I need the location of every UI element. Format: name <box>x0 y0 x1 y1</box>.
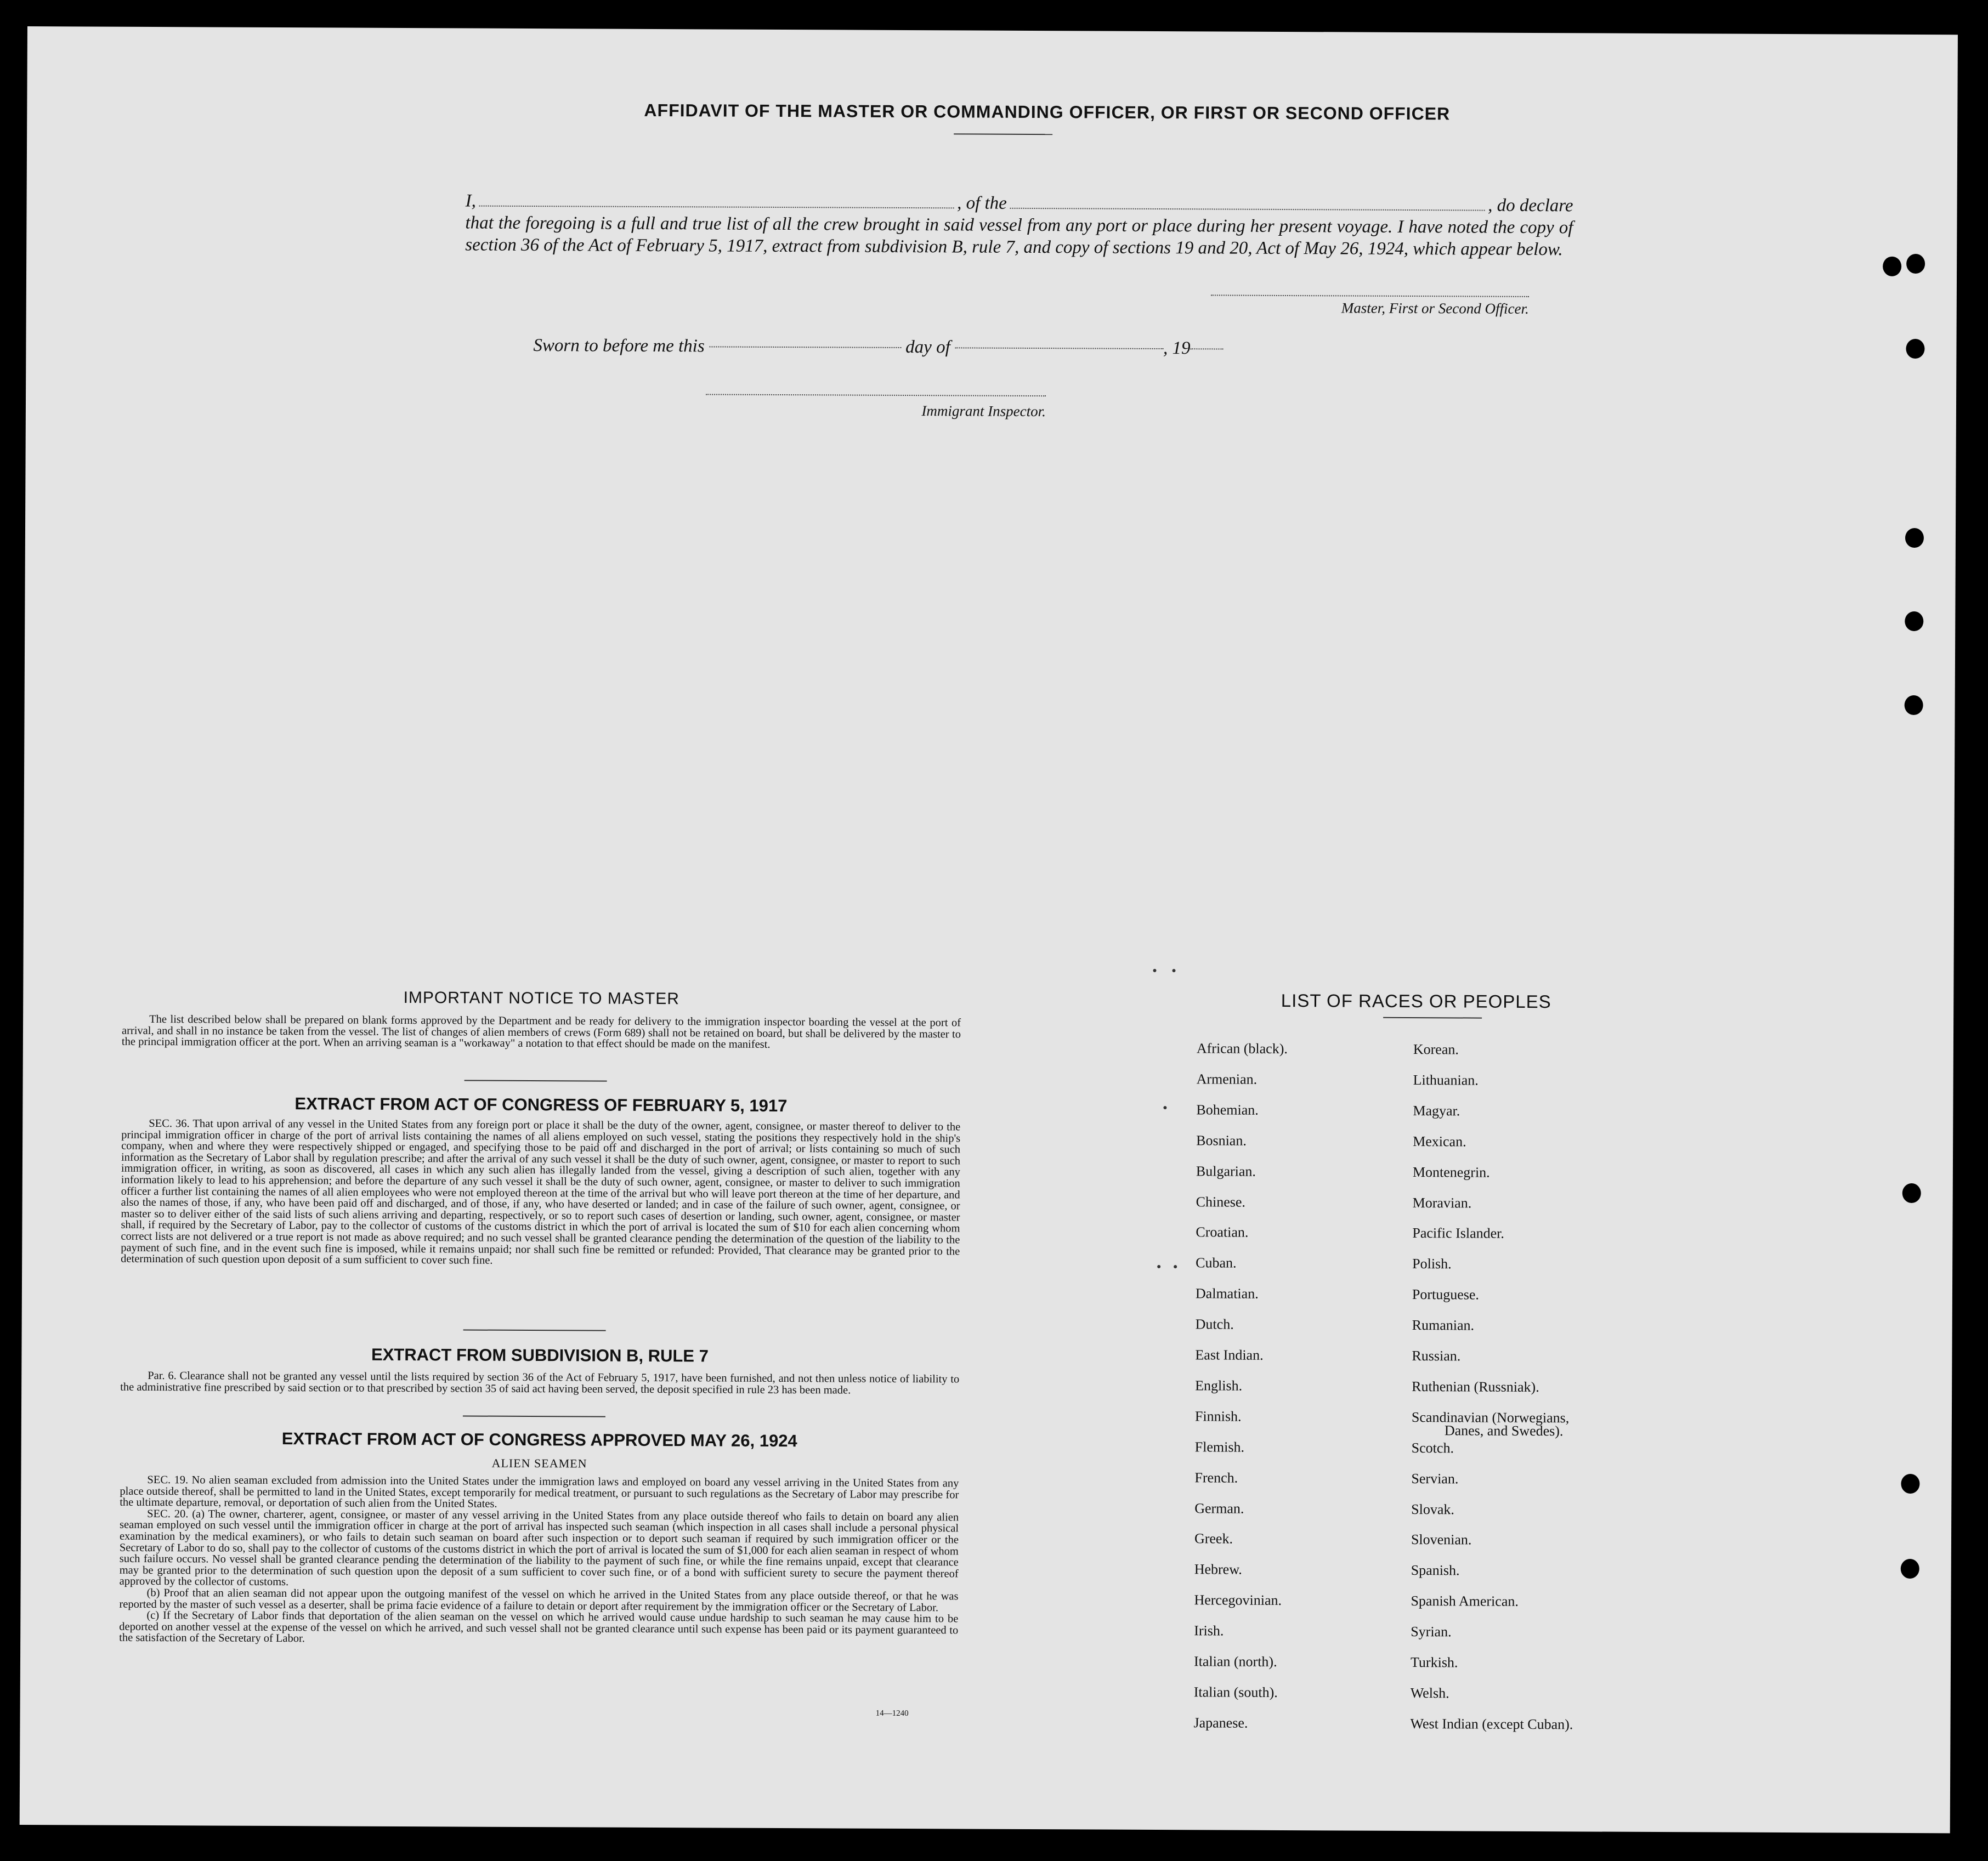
race-item: Finnish. <box>1194 1408 1242 1425</box>
race-item-continuation: Danes, and Swedes). <box>1444 1422 1564 1439</box>
race-item: Cuban. <box>1196 1255 1237 1271</box>
race-item: Italian (north). <box>1193 1653 1277 1670</box>
binder-hole <box>1902 1183 1921 1203</box>
sworn-month-line <box>955 347 1163 349</box>
race-item: Servian. <box>1411 1470 1459 1487</box>
race-item: African (black). <box>1196 1040 1288 1057</box>
notice-text <box>122 1014 961 1051</box>
speck <box>1153 969 1156 972</box>
extract-1924-text <box>119 1474 959 1648</box>
form-number: 14—1240 <box>875 1709 909 1718</box>
race-item: Spanish American. <box>1411 1593 1519 1610</box>
race-item: Scandinavian (Norwegians, <box>1411 1409 1570 1426</box>
declaration-body: that the foregoing is a full and true list of all the crew brought in said vessel from any port or place during her present voyage. I have noted the copy of section 36 of the Act of February 5, 1917, extract from subdivision B, rule 7, and copy of sections 19 and 20, Act of May 26, 1924, which appear below. <box>465 213 1573 260</box>
race-item: Flemish. <box>1194 1439 1245 1455</box>
section-36-paragraph: SEC. 36. That upon arrival of any vessel in the United States from any foreign port or place it shall be the duty of the owner, agent, consignee, or master thereof to deliver to the principal immigration officer in charge of the port of arrival lists containing the names of all aliens employed on such vessel, stating the positions they respectively hold in the ship's company, when and where they were respectively shipped or engaged, and specifying those to be paid off and discharged in the port of arrival; or lists containing so much of such information as the Secretary of Labor shall by regulation prescribe; and after the arrival of any such vessel it shall be the duty of such owner, agent, consignee, or master to report to such immigration officer, in writing, as soon as discovered, all cases in which any such alien has illegally landed from the vessel, giving a description of such alien, together with any information likely to lead to his apprehension; and before the departure of any such vessel it shall be the duty of such owner, agent, consignee, or master to deliver to such immigration officer a further list containing the names of all alien employees who were not employed thereon at the time of the arrival but who will leave port thereon at the time of her departure, and also the names of those, if any, who have been paid off and discharged, and of those, if any, who have deserted or landed; and in case of the failure of such owner, agent, consignee, or master so to deliver either of the said lists of such aliens arriving and departing, respectively, or so to report such cases of desertion or landing, such owner, agent, consignee, or master shall, if required by the Secretary of Labor, pay to the collector of customs of the customs district in which the port of arrival is located the sum of $10 for each alien concerning whom correct lists are not delivered or a true report is not made as above required; and no such vessel shall be granted clearance pending the determination of the question of the liability to the payment of such fine, and in the event such fine is imposed, while it remains unpaid; nor shall such fine be remitted or refunded: Provided, That clearance may be granted prior to the determination of such question upon deposit of a sum sufficient to cover such fine. <box>121 1117 961 1267</box>
race-item: German. <box>1194 1500 1244 1517</box>
extract-1917-title: EXTRACT FROM ACT OF CONGRESS OF FEBRUARY 5, 1917 <box>294 1094 788 1116</box>
declarant-name-line <box>479 206 954 209</box>
section-20a-paragraph: SEC. 20. (a) The owner, charterer, agent, consignee, or master of any vessel arriving in the United States from any place outside thereof who fails to detain on board any alien seaman employed on such vessel until the immigration officer in charge at the port of arrival has inspected such seaman (which inspection in all cases shall include a personal physical examination by the medical examiners), or who fails to detain such seaman on board after such inspection or to deport such seaman if required by such immigration officer or the Secretary of Labor to do so, shall pay to the collector of customs of the customs district in which the port of arrival is located the sum of $1,000 for each alien seaman in respect of whom such failure occurs. No vessel shall be granted clearance pending the determination of the liability to the payment of such fine, or while the fine remains unpaid, except that clearance may be granted prior to the determination of such question upon the deposit of a sum sufficient to cover such fine, or of a bond with sufficient surety to secure the payment thereof approved by the collector of customs. <box>119 1507 959 1588</box>
affidavit-title: AFFIDAVIT OF THE MASTER OR COMMANDING OFFICER, OR FIRST OR SECOND OFFICER <box>644 100 1451 124</box>
sworn-day-line <box>709 346 901 348</box>
race-item: Dalmatian. <box>1195 1285 1259 1302</box>
race-item: Russian. <box>1412 1348 1461 1364</box>
section-20b-paragraph: (b) Proof that an alien seaman did not appear upon the outgoing manifest of the vessel on which he arrived in the United States from any place outside thereof, or that he was reported by the master of such vessel as a deserter, shall be prima facie evidence of a failure to detain or deport after requirement by the immigration officer or the Secretary of Labor. <box>119 1586 959 1614</box>
binder-hole <box>1883 257 1901 276</box>
extract-1917-divider <box>463 1329 606 1331</box>
speck <box>1172 969 1175 972</box>
race-item: Montenegrin. <box>1412 1164 1490 1181</box>
race-item: Slovenian. <box>1411 1531 1472 1548</box>
master-signature-label: Master, First or Second Officer. <box>1341 299 1529 317</box>
extract-rule7-title: EXTRACT FROM SUBDIVISION B, RULE 7 <box>371 1344 709 1366</box>
binder-hole <box>1901 1559 1919 1579</box>
race-item: French. <box>1194 1469 1238 1486</box>
master-signature-block <box>1211 294 1529 317</box>
race-item: Moravian. <box>1412 1194 1472 1211</box>
race-item: Magyar. <box>1413 1102 1460 1119</box>
extract-1924-title: EXTRACT FROM ACT OF CONGRESS APPROVED MAY 26, 1924 <box>281 1429 797 1451</box>
paragraph-6: Par. 6. Clearance shall not be granted any vessel until the lists required by section 36 of the Act of February 5, 1917, have been furnished, and not then unless notice of liability to the administrative fine prescribed by said section or to that prescribed by section 35 of said act having been served, the deposit specified in rule 23 has been made. <box>120 1369 960 1397</box>
races-left-column <box>1193 1040 1416 1754</box>
vessel-name-line <box>1010 208 1485 211</box>
notice-divider <box>465 1080 607 1081</box>
sworn-prefix: Sworn to before me this <box>533 336 705 356</box>
inspector-signature-label: Immigrant Inspector. <box>921 402 1046 420</box>
sworn-year-line <box>1191 348 1224 349</box>
binder-hole <box>1905 695 1923 715</box>
race-item: Rumanian. <box>1412 1317 1475 1334</box>
race-item: Spanish. <box>1411 1562 1460 1579</box>
race-item: Slovak. <box>1411 1501 1455 1517</box>
race-item: Dutch. <box>1195 1316 1234 1332</box>
race-item: Hercegovinian. <box>1194 1592 1282 1609</box>
race-item: Pacific Islander. <box>1412 1225 1504 1242</box>
extract-rule7-text <box>120 1370 959 1397</box>
extract-1917-text <box>121 1118 960 1268</box>
notice-paragraph: The list described below shall be prepared on blank forms approved by the Department and be ready for delivery to the immigration inspector boarding the vessel at the port of arrival, and shall in no instance be taken from the vessel. The list of changes of alien members of crews (Form 689) shall not be retained on board, but shall be delivered by the master to the principal immigration officer at the port. When an arriving seaman is a "workaway" a notation to that effect should be made on the manifest. <box>121 1013 961 1051</box>
race-item: Chinese. <box>1196 1193 1245 1210</box>
race-item: Bosnian. <box>1196 1132 1247 1149</box>
race-item: Polish. <box>1412 1256 1452 1272</box>
binder-hole <box>1906 254 1925 274</box>
declarant-do-declare: , do declare <box>1488 195 1573 216</box>
race-item: Hebrew. <box>1194 1561 1242 1578</box>
binder-hole <box>1906 339 1924 359</box>
declarant-prefix: I, <box>465 191 476 211</box>
notice-title: IMPORTANT NOTICE TO MASTER <box>403 989 679 1008</box>
races-right-column <box>1410 1041 1698 1755</box>
inspector-signature-line <box>706 394 1046 396</box>
declarant-of-the: , of the <box>957 193 1007 213</box>
race-item: Ruthenian (Russniak). <box>1412 1378 1539 1395</box>
race-item: Greek. <box>1194 1530 1233 1547</box>
sworn-year-prefix: , 19 <box>1163 338 1191 359</box>
binder-hole <box>1901 1474 1919 1494</box>
race-item: Syrian. <box>1411 1624 1452 1640</box>
race-item: Japanese. <box>1193 1715 1248 1731</box>
race-item: Korean. <box>1413 1041 1459 1058</box>
speck <box>1157 1265 1160 1268</box>
race-item: East Indian. <box>1195 1347 1264 1363</box>
race-item: Mexican. <box>1413 1133 1466 1150</box>
extract-rule7-divider <box>463 1415 605 1417</box>
section-20c-paragraph: (c) If the Secretary of Labor finds that deportation of the alien seaman on the vessel on which he arrived would cause undue hardship to such seaman he may cause him to be deported on another vessel at the expense of the vessel on which he arrived, and such vessel shall not be granted clearance until such expense has been paid or its payment guaranteed to the satisfaction of the Secretary of Labor. <box>119 1609 959 1645</box>
races-title-underline <box>1383 1017 1482 1019</box>
master-signature-line <box>1211 294 1529 297</box>
speck <box>1163 1106 1166 1109</box>
race-item: English. <box>1195 1377 1243 1394</box>
document-page <box>20 26 1958 1833</box>
race-item: Turkish. <box>1410 1654 1458 1671</box>
section-19-paragraph: SEC. 19. No alien seaman excluded from admission into the United States under the immigration laws and employed on board any vessel arriving in the United States from any place outside thereof, shall be permitted to land in the United States, except temporarily for medical treatment, or pursuant to such regulations as the Secretary of Labor may prescribe for the ultimate departure, removal, or deportation of such alien from the United States. <box>120 1473 959 1510</box>
race-item: Scotch. <box>1411 1439 1454 1456</box>
race-item: Bohemian. <box>1196 1102 1259 1118</box>
race-item: Irish. <box>1194 1622 1224 1639</box>
alien-seamen-subtitle: ALIEN SEAMEN <box>491 1456 587 1471</box>
race-item: Portuguese. <box>1412 1286 1480 1303</box>
race-item: West Indian (except Cuban). <box>1410 1715 1573 1733</box>
race-item: Lithuanian. <box>1413 1071 1479 1088</box>
binder-hole <box>1905 611 1923 631</box>
speck <box>1174 1265 1177 1268</box>
race-item: Welsh. <box>1410 1684 1449 1701</box>
sworn-day-of: day of <box>905 337 950 358</box>
declaration-text <box>465 190 1573 260</box>
race-item: Croatian. <box>1196 1224 1249 1241</box>
race-item: Bulgarian. <box>1196 1162 1256 1179</box>
race-item: Armenian. <box>1196 1071 1258 1087</box>
inspector-signature-block <box>706 394 1046 420</box>
binder-hole <box>1905 528 1924 548</box>
sworn-line <box>533 336 1223 359</box>
title-underline <box>954 133 1052 135</box>
race-item: Italian (south). <box>1193 1684 1278 1700</box>
races-title: LIST OF RACES OR PEOPLES <box>1281 990 1551 1012</box>
